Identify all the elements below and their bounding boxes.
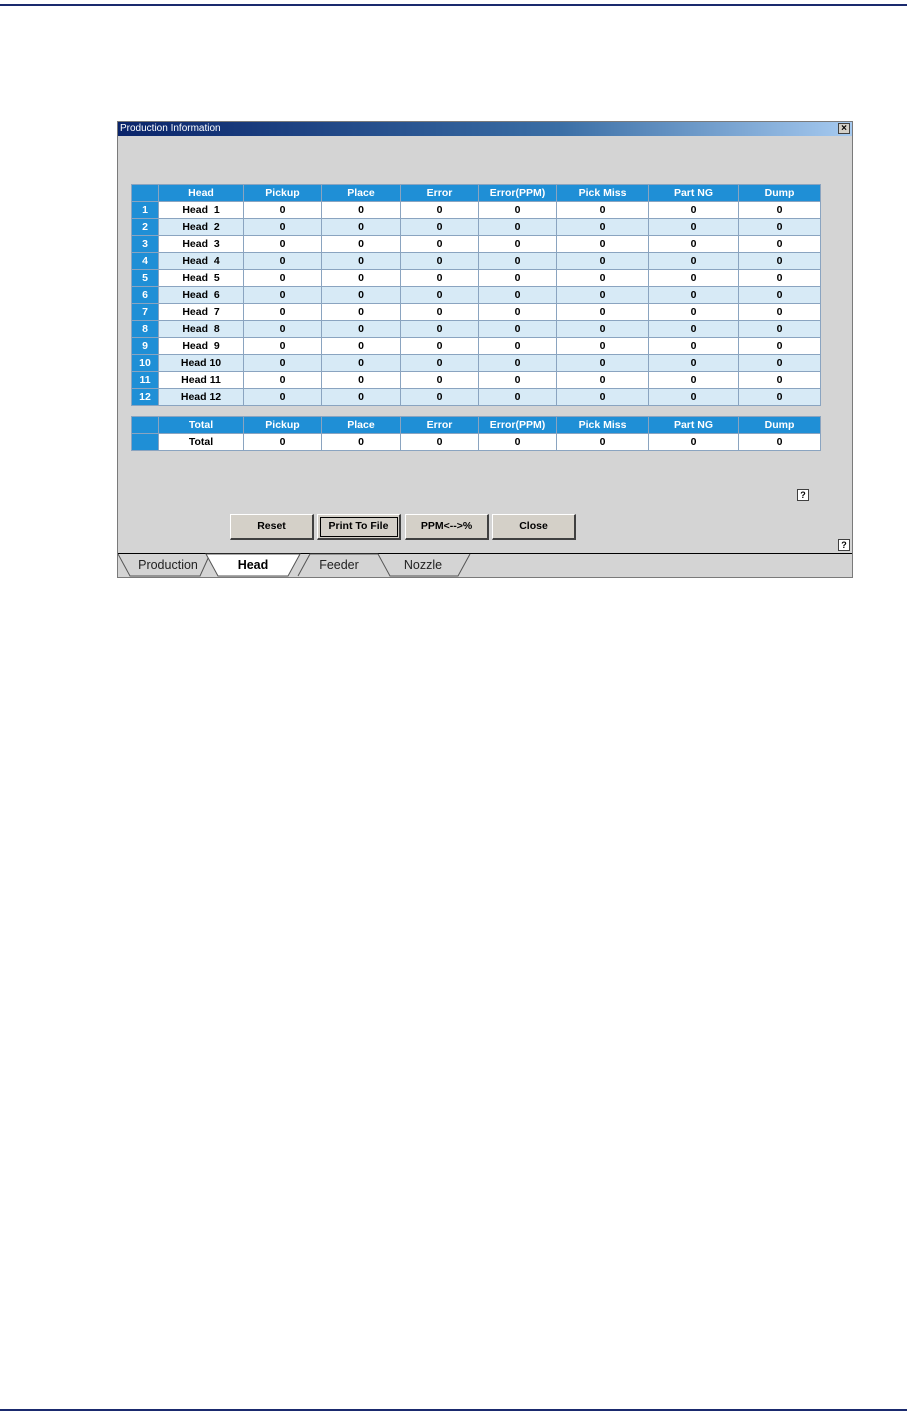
row-index[interactable]: 6 bbox=[132, 287, 159, 304]
row-index[interactable]: 3 bbox=[132, 236, 159, 253]
table-row[interactable] bbox=[132, 389, 821, 406]
cell-value: 0 bbox=[739, 236, 821, 253]
cell-value: 0 bbox=[401, 253, 479, 270]
cell-value: 0 bbox=[322, 253, 401, 270]
row-index[interactable] bbox=[132, 434, 159, 451]
cell-value: 0 bbox=[401, 355, 479, 372]
cell-value: 0 bbox=[244, 253, 322, 270]
head-name: Head 8 bbox=[159, 321, 244, 338]
cell-value: 0 bbox=[649, 253, 739, 270]
cell-value: 0 bbox=[739, 389, 821, 406]
cell-value: 0 bbox=[401, 389, 479, 406]
page-top-rule bbox=[0, 4, 907, 6]
row-index[interactable]: 4 bbox=[132, 253, 159, 270]
corner-cell bbox=[132, 185, 159, 202]
cell-value: 0 bbox=[557, 236, 649, 253]
cell-value: 0 bbox=[649, 372, 739, 389]
cell-value: 0 bbox=[322, 202, 401, 219]
cell-value: 0 bbox=[322, 355, 401, 372]
head-name: Head 11 bbox=[159, 372, 244, 389]
cell-value: 0 bbox=[739, 287, 821, 304]
table-row[interactable] bbox=[132, 338, 821, 355]
cell-value: 0 bbox=[557, 321, 649, 338]
column-header[interactable]: Error bbox=[401, 185, 479, 202]
cell-value: 0 bbox=[739, 202, 821, 219]
cell-value: 0 bbox=[557, 202, 649, 219]
cell-value: 0 bbox=[479, 372, 557, 389]
cell-value: 0 bbox=[649, 389, 739, 406]
cell-value: 0 bbox=[244, 321, 322, 338]
cell-value: 0 bbox=[557, 389, 649, 406]
window-title: Production Information bbox=[120, 123, 221, 134]
row-index[interactable]: 7 bbox=[132, 304, 159, 321]
cell-value: 0 bbox=[479, 321, 557, 338]
cell-value: 0 bbox=[479, 202, 557, 219]
column-header[interactable]: Head bbox=[159, 185, 244, 202]
cell-value: 0 bbox=[322, 270, 401, 287]
table-row[interactable] bbox=[132, 236, 821, 253]
column-header[interactable]: Error bbox=[401, 417, 479, 434]
cell-value: 0 bbox=[322, 372, 401, 389]
column-header[interactable]: Pickup bbox=[244, 417, 322, 434]
cell-value: 0 bbox=[557, 304, 649, 321]
column-header[interactable]: Error(PPM) bbox=[479, 417, 557, 434]
table-row[interactable] bbox=[132, 321, 821, 338]
head-table-header bbox=[132, 185, 821, 202]
cell-value: 0 bbox=[322, 287, 401, 304]
cell-value: 0 bbox=[401, 236, 479, 253]
cell-value: 0 bbox=[649, 236, 739, 253]
cell-value: 0 bbox=[557, 219, 649, 236]
table-row[interactable] bbox=[132, 219, 821, 236]
column-header[interactable]: Part NG bbox=[649, 417, 739, 434]
close-button[interactable]: Close bbox=[492, 514, 576, 540]
cell-value: 0 bbox=[739, 219, 821, 236]
cell-value: 0 bbox=[557, 355, 649, 372]
column-header[interactable]: Error(PPM) bbox=[479, 185, 557, 202]
column-header[interactable]: Place bbox=[322, 417, 401, 434]
cell-value: 0 bbox=[401, 219, 479, 236]
head-name: Head 3 bbox=[159, 236, 244, 253]
cell-value: 0 bbox=[739, 372, 821, 389]
cell-value: 0 bbox=[479, 287, 557, 304]
column-header[interactable]: Part NG bbox=[649, 185, 739, 202]
head-table bbox=[131, 184, 821, 406]
cell-value: 0 bbox=[649, 270, 739, 287]
cell-value: 0 bbox=[401, 287, 479, 304]
cell-value: 0 bbox=[649, 434, 739, 451]
cell-value: 0 bbox=[401, 372, 479, 389]
cell-value: 0 bbox=[479, 253, 557, 270]
cell-value: 0 bbox=[322, 236, 401, 253]
head-name: Head 5 bbox=[159, 270, 244, 287]
head-name: Head 6 bbox=[159, 287, 244, 304]
head-name: Head 4 bbox=[159, 253, 244, 270]
cell-value: 0 bbox=[322, 321, 401, 338]
total-table bbox=[131, 416, 821, 451]
tab-bar bbox=[118, 553, 852, 577]
cell-value: 0 bbox=[479, 236, 557, 253]
cell-value: 0 bbox=[557, 338, 649, 355]
help-icon[interactable]: ? bbox=[797, 489, 809, 501]
cell-value: 0 bbox=[649, 338, 739, 355]
cell-value: 0 bbox=[557, 270, 649, 287]
corner-cell bbox=[132, 417, 159, 434]
head-name: Head 1 bbox=[159, 202, 244, 219]
table-row[interactable] bbox=[132, 253, 821, 270]
cell-value: 0 bbox=[244, 202, 322, 219]
cell-value: 0 bbox=[244, 355, 322, 372]
head-name: Head 2 bbox=[159, 219, 244, 236]
cell-value: 0 bbox=[322, 219, 401, 236]
cell-value: 0 bbox=[244, 287, 322, 304]
column-header[interactable]: Place bbox=[322, 185, 401, 202]
column-header[interactable]: Pickup bbox=[244, 185, 322, 202]
cell-value: 0 bbox=[244, 338, 322, 355]
cell-value: 0 bbox=[739, 355, 821, 372]
cell-value: 0 bbox=[244, 389, 322, 406]
cell-value: 0 bbox=[401, 338, 479, 355]
table-row[interactable] bbox=[132, 287, 821, 304]
cell-value: 0 bbox=[401, 434, 479, 451]
cell-value: 0 bbox=[479, 338, 557, 355]
cell-value: 0 bbox=[649, 355, 739, 372]
head-name: Head 10 bbox=[159, 355, 244, 372]
help-icon[interactable]: ? bbox=[838, 539, 850, 551]
cell-value: 0 bbox=[479, 304, 557, 321]
cell-value: 0 bbox=[479, 434, 557, 451]
print-to-file-button[interactable]: Print To File bbox=[317, 514, 401, 540]
column-header[interactable]: Pick Miss bbox=[557, 417, 649, 434]
head-name: Head 12 bbox=[159, 389, 244, 406]
tab-feeder[interactable]: Feeder bbox=[319, 558, 359, 572]
row-index[interactable]: 9 bbox=[132, 338, 159, 355]
table-row[interactable] bbox=[132, 372, 821, 389]
reset-button[interactable]: Reset bbox=[230, 514, 314, 540]
cell-value: 0 bbox=[739, 434, 821, 451]
cell-value: 0 bbox=[479, 270, 557, 287]
row-index[interactable]: 12 bbox=[132, 389, 159, 406]
cell-value: 0 bbox=[649, 321, 739, 338]
row-index[interactable]: 11 bbox=[132, 372, 159, 389]
cell-value: 0 bbox=[244, 304, 322, 321]
row-index[interactable]: 2 bbox=[132, 219, 159, 236]
cell-value: 0 bbox=[401, 202, 479, 219]
close-icon[interactable]: × bbox=[838, 123, 850, 134]
cell-value: 0 bbox=[649, 202, 739, 219]
row-index[interactable]: 8 bbox=[132, 321, 159, 338]
cell-value: 0 bbox=[401, 270, 479, 287]
column-header[interactable]: Pick Miss bbox=[557, 185, 649, 202]
cell-value: 0 bbox=[244, 236, 322, 253]
cell-value: 0 bbox=[739, 270, 821, 287]
title-bar[interactable] bbox=[118, 122, 852, 136]
table-row[interactable] bbox=[132, 304, 821, 321]
tab-nozzle[interactable]: Nozzle bbox=[403, 558, 443, 572]
cell-value: 0 bbox=[322, 434, 401, 451]
cell-value: 0 bbox=[401, 321, 479, 338]
ppm-percent-toggle-button[interactable]: PPM<-->% bbox=[405, 514, 489, 540]
cell-value: 0 bbox=[557, 372, 649, 389]
cell-value: 0 bbox=[244, 372, 322, 389]
head-name: Head 9 bbox=[159, 338, 244, 355]
row-index[interactable]: 1 bbox=[132, 202, 159, 219]
table-row[interactable] bbox=[132, 270, 821, 287]
table-row[interactable] bbox=[132, 202, 821, 219]
cell-value: 0 bbox=[244, 219, 322, 236]
cell-value: 0 bbox=[649, 304, 739, 321]
total-label: Total bbox=[159, 434, 244, 451]
column-header[interactable]: Dump bbox=[739, 185, 821, 202]
table-row[interactable] bbox=[132, 355, 821, 372]
cell-value: 0 bbox=[739, 338, 821, 355]
cell-value: 0 bbox=[322, 389, 401, 406]
cell-value: 0 bbox=[479, 219, 557, 236]
cell-value: 0 bbox=[322, 338, 401, 355]
cell-value: 0 bbox=[244, 434, 322, 451]
row-index[interactable]: 10 bbox=[132, 355, 159, 372]
cell-value: 0 bbox=[649, 219, 739, 236]
tab-head[interactable]: Head bbox=[237, 558, 269, 572]
total-table-header bbox=[132, 417, 821, 434]
cell-value: 0 bbox=[479, 389, 557, 406]
page-bottom-rule bbox=[0, 1409, 907, 1411]
cell-value: 0 bbox=[739, 321, 821, 338]
total-row[interactable] bbox=[132, 434, 821, 451]
cell-value: 0 bbox=[322, 304, 401, 321]
tab-production[interactable]: Production bbox=[138, 558, 198, 572]
cell-value: 0 bbox=[739, 253, 821, 270]
cell-value: 0 bbox=[739, 304, 821, 321]
cell-value: 0 bbox=[479, 355, 557, 372]
cell-value: 0 bbox=[557, 287, 649, 304]
cell-value: 0 bbox=[649, 287, 739, 304]
production-information-window bbox=[117, 121, 853, 578]
cell-value: 0 bbox=[557, 253, 649, 270]
column-header[interactable]: Total bbox=[159, 417, 244, 434]
cell-value: 0 bbox=[557, 434, 649, 451]
cell-value: 0 bbox=[244, 270, 322, 287]
head-name: Head 7 bbox=[159, 304, 244, 321]
row-index[interactable]: 5 bbox=[132, 270, 159, 287]
cell-value: 0 bbox=[401, 304, 479, 321]
column-header[interactable]: Dump bbox=[739, 417, 821, 434]
